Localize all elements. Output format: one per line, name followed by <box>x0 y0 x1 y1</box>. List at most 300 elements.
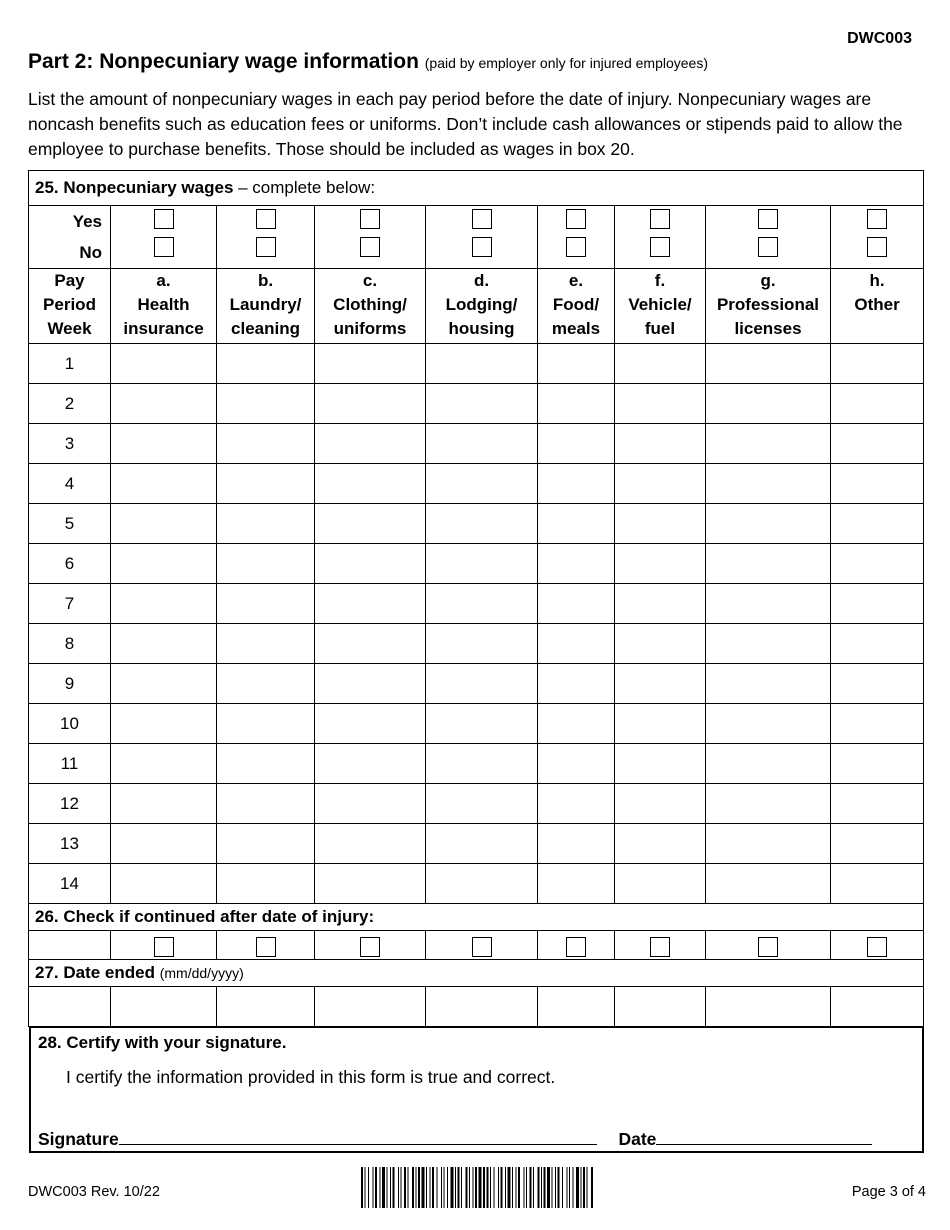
box26-header-row <box>29 904 924 931</box>
date-ended-cell[interactable] <box>315 987 426 1027</box>
page-number: Page 3 of 4 <box>851 1184 926 1200</box>
amount-cell[interactable] <box>426 664 538 704</box>
amount-cell[interactable] <box>217 464 315 504</box>
amount-cell[interactable] <box>538 584 615 624</box>
amount-cell[interactable] <box>111 624 217 664</box>
amount-cell[interactable] <box>217 424 315 464</box>
barcode-bar <box>547 1167 550 1208</box>
amount-cell[interactable] <box>615 424 706 464</box>
column-header-line: Clothing/ <box>333 295 407 314</box>
column-header-line: b. <box>257 271 274 290</box>
amount-cell[interactable] <box>217 824 315 864</box>
column-header-line: Lodging/ <box>445 295 518 314</box>
barcode-bar <box>524 1167 525 1208</box>
amount-cell[interactable] <box>831 744 924 784</box>
barcode-bar <box>487 1167 489 1208</box>
date-ended-cell[interactable] <box>538 987 615 1027</box>
barcode-bar <box>569 1167 570 1208</box>
column-header-line: h. <box>869 271 885 290</box>
week-number: 5 <box>29 504 111 544</box>
amount-cell[interactable] <box>831 424 924 464</box>
week-number: 6 <box>29 544 111 584</box>
amount-cell[interactable] <box>538 704 615 744</box>
barcode-bar <box>387 1167 388 1208</box>
week-number: 7 <box>29 584 111 624</box>
continued-checkbox[interactable] <box>650 937 670 957</box>
amount-cell[interactable] <box>615 744 706 784</box>
continued-checkbox[interactable] <box>867 937 887 957</box>
amount-cell[interactable] <box>615 664 706 704</box>
continued-checkbox[interactable] <box>154 937 174 957</box>
barcode-bar <box>373 1167 374 1208</box>
part-title-note: (paid by employer only for injured employees) <box>424 55 708 71</box>
yes-no-cell <box>615 206 706 269</box>
week-number: 9 <box>29 664 111 704</box>
barcode-bar <box>538 1167 540 1208</box>
yes-checkbox[interactable] <box>566 209 586 229</box>
nonpecuniary-wages-table <box>28 170 924 1027</box>
barcode-bar <box>544 1167 546 1208</box>
date-format-hint: (mm/dd/yyyy) <box>159 965 244 981</box>
column-header-line: housing <box>448 319 515 338</box>
amount-cell[interactable] <box>426 504 538 544</box>
barcode-bar <box>576 1167 579 1208</box>
amount-cell[interactable] <box>426 464 538 504</box>
amount-cell[interactable] <box>538 624 615 664</box>
barcode-bar <box>451 1167 454 1208</box>
signature-section <box>29 1026 924 1153</box>
amount-cell[interactable] <box>615 864 706 904</box>
barcode-bar <box>455 1167 456 1208</box>
part-title-text: Part 2: Nonpecuniary wage information <box>28 50 419 73</box>
barcode-bar <box>426 1167 427 1208</box>
table-row <box>29 624 924 664</box>
signature-field[interactable] <box>119 1128 597 1145</box>
amount-cell[interactable] <box>315 464 426 504</box>
amount-cell[interactable] <box>615 344 706 384</box>
amount-cell[interactable] <box>217 504 315 544</box>
amount-cell[interactable] <box>217 744 315 784</box>
barcode-bar <box>494 1167 495 1208</box>
date-ended-cell[interactable] <box>426 987 538 1027</box>
barcode-bar <box>461 1167 462 1208</box>
amount-cell[interactable] <box>111 864 217 904</box>
amount-cell[interactable] <box>538 784 615 824</box>
column-header <box>111 269 217 344</box>
amount-cell[interactable] <box>831 864 924 904</box>
barcode-bar <box>587 1167 588 1208</box>
continued-checkbox[interactable] <box>472 937 492 957</box>
amount-cell[interactable] <box>706 664 831 704</box>
table-row <box>29 344 924 384</box>
box26-label: 26. Check if continued after date of injury: <box>29 904 924 931</box>
table-row <box>29 384 924 424</box>
barcode-bar <box>365 1167 366 1208</box>
amount-cell[interactable] <box>426 744 538 784</box>
amount-cell[interactable] <box>538 544 615 584</box>
signature-label: Signature <box>38 1129 119 1149</box>
barcode-bar <box>483 1167 485 1208</box>
signature-date-field[interactable] <box>656 1128 872 1145</box>
amount-cell[interactable] <box>426 384 538 424</box>
continued-cell <box>315 931 426 960</box>
amount-cell[interactable] <box>111 504 217 544</box>
box27-header <box>29 960 924 987</box>
yes-no-cell <box>706 206 831 269</box>
barcode-bar <box>432 1167 434 1208</box>
continued-cell <box>217 931 315 960</box>
continued-cell <box>831 931 924 960</box>
amount-cell[interactable] <box>831 584 924 624</box>
column-header-line: Other <box>854 295 900 314</box>
box25-suffix: – complete below: <box>233 178 376 197</box>
table-row <box>29 784 924 824</box>
amount-cell[interactable] <box>538 504 615 544</box>
barcode-bar <box>404 1167 406 1208</box>
continued-cell <box>426 931 538 960</box>
table-row <box>29 544 924 584</box>
barcode-bar <box>516 1167 517 1208</box>
barcode-bar <box>558 1167 560 1208</box>
blank-cell <box>29 987 111 1027</box>
week-number: 12 <box>29 784 111 824</box>
table-row <box>29 424 924 464</box>
amount-cell[interactable] <box>831 664 924 704</box>
box27-header-row <box>29 960 924 987</box>
yes-no-cell <box>426 206 538 269</box>
amount-cell[interactable] <box>831 784 924 824</box>
date-ended-cell[interactable] <box>706 987 831 1027</box>
amount-cell[interactable] <box>426 864 538 904</box>
amount-cell[interactable] <box>111 824 217 864</box>
amount-cell[interactable] <box>538 824 615 864</box>
no-checkbox[interactable] <box>867 237 887 257</box>
yes-no-cell <box>538 206 615 269</box>
barcode-bar <box>393 1167 395 1208</box>
date-ended-cell[interactable] <box>217 987 315 1027</box>
amount-cell[interactable] <box>426 624 538 664</box>
no-checkbox[interactable] <box>758 237 778 257</box>
amount-cell[interactable] <box>315 544 426 584</box>
amount-cell[interactable] <box>706 464 831 504</box>
yes-checkbox[interactable] <box>758 209 778 229</box>
date-label: Date <box>618 1129 657 1149</box>
barcode-bar <box>416 1167 417 1208</box>
amount-cell[interactable] <box>706 704 831 744</box>
barcode-bar <box>444 1167 445 1208</box>
week-number: 14 <box>29 864 111 904</box>
week-number: 1 <box>29 344 111 384</box>
barcode-bar <box>469 1167 470 1208</box>
column-header-line: insurance <box>123 319 204 338</box>
column-header-line: licenses <box>734 319 802 338</box>
signature-line <box>38 1128 872 1150</box>
column-header-line: Professional <box>716 295 820 314</box>
amount-cell[interactable] <box>538 384 615 424</box>
no-checkbox[interactable] <box>154 237 174 257</box>
barcode-bar <box>422 1167 425 1208</box>
amount-cell[interactable] <box>315 504 426 544</box>
amount-cell[interactable] <box>538 464 615 504</box>
amount-cell[interactable] <box>831 624 924 664</box>
amount-cell[interactable] <box>315 384 426 424</box>
amount-cell[interactable] <box>217 704 315 744</box>
amount-cell[interactable] <box>831 464 924 504</box>
column-header-line: f. <box>654 271 666 290</box>
continued-cell <box>111 931 217 960</box>
barcode <box>361 1167 594 1208</box>
barcode-bar <box>512 1167 513 1208</box>
barcode-bar <box>552 1167 553 1208</box>
barcode-bar <box>573 1167 574 1208</box>
date-ended-cell[interactable] <box>111 987 217 1027</box>
amount-cell[interactable] <box>315 624 426 664</box>
column-header-line: meals <box>551 319 601 338</box>
table-row <box>29 864 924 904</box>
amount-cell[interactable] <box>315 584 426 624</box>
amount-cell[interactable] <box>111 344 217 384</box>
column-header-line: Laundry/ <box>229 295 302 314</box>
week-number: 2 <box>29 384 111 424</box>
amount-cell[interactable] <box>538 424 615 464</box>
amount-cell[interactable] <box>217 624 315 664</box>
no-label: No <box>79 243 102 262</box>
barcode-bar <box>530 1167 532 1208</box>
barcode-bar <box>441 1167 442 1208</box>
barcode-bar <box>583 1167 585 1208</box>
table-row <box>29 584 924 624</box>
week-header-line: Pay <box>54 271 85 290</box>
barcode-bar <box>562 1167 563 1208</box>
amount-cell[interactable] <box>111 784 217 824</box>
date-ended-cell[interactable] <box>831 987 924 1027</box>
amount-cell[interactable] <box>538 864 615 904</box>
barcode-bar <box>518 1167 520 1208</box>
amount-cell[interactable] <box>217 544 315 584</box>
continued-checkbox[interactable] <box>360 937 380 957</box>
amount-cell[interactable] <box>217 784 315 824</box>
barcode-bar <box>526 1167 527 1208</box>
amount-cell[interactable] <box>831 824 924 864</box>
yes-checkbox[interactable] <box>867 209 887 229</box>
column-header <box>315 269 426 344</box>
pay-period-week-header <box>29 269 111 344</box>
amount-cell[interactable] <box>315 704 426 744</box>
continued-checkbox[interactable] <box>256 937 276 957</box>
part-title <box>28 50 708 74</box>
barcode-bar <box>437 1167 438 1208</box>
barcode-bar <box>375 1167 377 1208</box>
yes-no-cell <box>111 206 217 269</box>
no-checkbox[interactable] <box>472 237 492 257</box>
amount-cell[interactable] <box>706 504 831 544</box>
amount-cell[interactable] <box>111 744 217 784</box>
week-header-line: Week <box>47 319 92 338</box>
table-row <box>29 744 924 784</box>
barcode-bar <box>390 1167 391 1208</box>
barcode-bar <box>380 1167 381 1208</box>
amount-cell[interactable] <box>706 624 831 664</box>
barcode-bar <box>591 1167 593 1208</box>
amount-cell[interactable] <box>615 824 706 864</box>
column-header-line: g. <box>760 271 776 290</box>
amount-cell[interactable] <box>111 704 217 744</box>
amount-cell[interactable] <box>217 864 315 904</box>
amount-cell[interactable] <box>538 744 615 784</box>
amount-cell[interactable] <box>315 824 426 864</box>
barcode-bar <box>412 1167 414 1208</box>
amount-cell[interactable] <box>538 664 615 704</box>
no-checkbox[interactable] <box>256 237 276 257</box>
barcode-bar <box>361 1167 363 1208</box>
no-checkbox[interactable] <box>650 237 670 257</box>
amount-cell[interactable] <box>315 864 426 904</box>
yes-checkbox[interactable] <box>154 209 174 229</box>
box28-label: 28. Certify with your signature. <box>38 1033 287 1052</box>
amount-cell[interactable] <box>706 544 831 584</box>
column-header <box>615 269 706 344</box>
amount-cell[interactable] <box>615 384 706 424</box>
date-ended-cell[interactable] <box>615 987 706 1027</box>
amount-cell[interactable] <box>615 504 706 544</box>
amount-cell[interactable] <box>615 784 706 824</box>
amount-cell[interactable] <box>831 544 924 584</box>
barcode-bar <box>466 1167 468 1208</box>
amount-cell[interactable] <box>831 704 924 744</box>
yes-no-cell <box>315 206 426 269</box>
amount-cell[interactable] <box>538 344 615 384</box>
column-header-line: cleaning <box>231 319 300 338</box>
certify-statement: I certify the information provided in this form is true and correct. <box>66 1067 556 1087</box>
amount-cell[interactable] <box>706 744 831 784</box>
amount-cell[interactable] <box>111 384 217 424</box>
amount-cell[interactable] <box>426 424 538 464</box>
table-row <box>29 464 924 504</box>
table-row <box>29 704 924 744</box>
amount-cell[interactable] <box>426 544 538 584</box>
date-ended-row <box>29 987 924 1027</box>
box25-header <box>29 171 924 206</box>
yes-checkbox[interactable] <box>472 209 492 229</box>
barcode-bar <box>501 1167 503 1208</box>
amount-cell[interactable] <box>426 344 538 384</box>
amount-cell[interactable] <box>426 824 538 864</box>
table-row <box>29 504 924 544</box>
continued-row <box>29 931 924 960</box>
amount-cell[interactable] <box>315 784 426 824</box>
barcode-bar <box>490 1167 491 1208</box>
column-header-line: Vehicle/ <box>628 295 692 314</box>
column-header-line: c. <box>362 271 378 290</box>
no-checkbox[interactable] <box>360 237 380 257</box>
column-header-line: d. <box>473 271 490 290</box>
column-header-line: e. <box>568 271 584 290</box>
amount-cell[interactable] <box>111 464 217 504</box>
yes-checkbox[interactable] <box>650 209 670 229</box>
week-number: 11 <box>29 744 111 784</box>
column-header-line: fuel <box>644 319 676 338</box>
barcode-bar <box>581 1167 582 1208</box>
table-row <box>29 664 924 704</box>
column-header-line: a. <box>156 271 171 290</box>
column-header <box>831 269 924 344</box>
column-header-line: Food/ <box>552 295 600 314</box>
yes-checkbox[interactable] <box>360 209 380 229</box>
barcode-bar <box>498 1167 499 1208</box>
amount-cell[interactable] <box>217 584 315 624</box>
amount-cell[interactable] <box>426 704 538 744</box>
column-header <box>538 269 615 344</box>
amount-cell[interactable] <box>615 624 706 664</box>
yes-no-cell <box>217 206 315 269</box>
amount-cell[interactable] <box>831 344 924 384</box>
amount-cell[interactable] <box>111 544 217 584</box>
amount-cell[interactable] <box>706 584 831 624</box>
no-checkbox[interactable] <box>566 237 586 257</box>
yes-checkbox[interactable] <box>256 209 276 229</box>
column-header-line: uniforms <box>333 319 407 338</box>
barcode-bar <box>533 1167 534 1208</box>
barcode-bar <box>447 1167 448 1208</box>
continued-checkbox[interactable] <box>566 937 586 957</box>
column-header <box>706 269 831 344</box>
continued-cell <box>706 931 831 960</box>
week-number: 3 <box>29 424 111 464</box>
barcode-bar <box>368 1167 369 1208</box>
barcode-bar <box>398 1167 399 1208</box>
yes-no-cell <box>831 206 924 269</box>
amount-cell[interactable] <box>315 744 426 784</box>
form-code: DWC003 <box>847 30 912 47</box>
amount-cell[interactable] <box>615 704 706 744</box>
amount-cell[interactable] <box>111 664 217 704</box>
amount-cell[interactable] <box>831 504 924 544</box>
week-number: 8 <box>29 624 111 664</box>
amount-cell[interactable] <box>315 424 426 464</box>
amount-cell[interactable] <box>217 664 315 704</box>
blank-cell <box>29 931 111 960</box>
continued-checkbox[interactable] <box>758 937 778 957</box>
yes-no-labels <box>29 206 111 269</box>
barcode-bar <box>567 1167 568 1208</box>
amount-cell[interactable] <box>426 584 538 624</box>
amount-cell[interactable] <box>706 344 831 384</box>
column-header-line: Health <box>137 295 190 314</box>
amount-cell[interactable] <box>315 344 426 384</box>
amount-cell[interactable] <box>217 384 315 424</box>
amount-cell[interactable] <box>831 384 924 424</box>
barcode-bar <box>475 1167 477 1208</box>
continued-cell <box>538 931 615 960</box>
barcode-bar <box>505 1167 506 1208</box>
amount-cell[interactable] <box>615 464 706 504</box>
amount-cell[interactable] <box>111 424 217 464</box>
amount-cell[interactable] <box>615 544 706 584</box>
amount-cell[interactable] <box>706 424 831 464</box>
amount-cell[interactable] <box>706 824 831 864</box>
barcode-bar <box>555 1167 556 1208</box>
amount-cell[interactable] <box>706 384 831 424</box>
amount-cell[interactable] <box>706 784 831 824</box>
amount-cell[interactable] <box>217 344 315 384</box>
amount-cell[interactable] <box>111 584 217 624</box>
barcode-bar <box>508 1167 511 1208</box>
amount-cell[interactable] <box>706 864 831 904</box>
amount-cell[interactable] <box>315 664 426 704</box>
barcode-bar <box>458 1167 460 1208</box>
amount-cell[interactable] <box>615 584 706 624</box>
amount-cell[interactable] <box>426 784 538 824</box>
